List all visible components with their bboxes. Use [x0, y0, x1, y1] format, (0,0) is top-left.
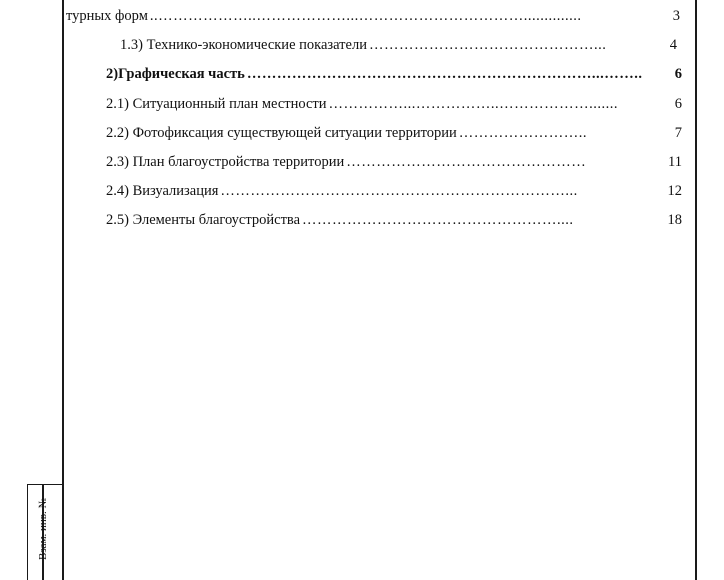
toc-entry-page: 12 [667, 183, 682, 199]
toc-entry-2-5 [106, 211, 682, 229]
toc-entry-label: 2.1) Ситуационный план местности [106, 96, 327, 112]
toc-entry-leader: ……………………………………………………………...…….. [246, 66, 643, 82]
toc-entry-leader: ………………………………………... [368, 37, 607, 53]
toc-entry-1-2-continued [66, 7, 680, 25]
side-stamp-block [27, 484, 62, 580]
toc-entry-label: 2)Графическая часть [106, 66, 245, 82]
frame-right-border [695, 0, 697, 580]
toc-entry-label: 2.5) Элементы благоустройства [106, 212, 301, 228]
toc-entry-label: 1.3) Технико-экономические показатели [120, 37, 367, 53]
toc-entry-page: 4 [669, 37, 677, 53]
toc-entry-page: 3 [672, 8, 680, 24]
stamp-label-replacement-inventory: Взам. инв. № [37, 498, 49, 560]
toc-entry-leader: …………………………………………….... [302, 212, 574, 228]
toc-entry-leader: ..………………..………………...…………………………….............. [149, 8, 582, 24]
toc-entry-2-4 [106, 182, 682, 200]
toc-entry-label: 2.3) План благоустройства территории [106, 154, 345, 170]
toc-entry-leader: …………………….. [458, 125, 588, 141]
toc-entry-leader: ……………...……………..………………....... [328, 96, 619, 112]
frame-left-border [62, 0, 64, 580]
toc-entry-leader: ………………………………………… [346, 154, 587, 170]
toc-entry-page: 6 [674, 66, 682, 82]
toc-entry-2 [106, 65, 682, 83]
toc-entry-label: 2.4) Визуализация [106, 183, 219, 199]
toc-entry-page: 7 [674, 125, 682, 141]
toc-entry-page: 11 [668, 154, 682, 170]
toc-entry-2-2 [106, 124, 682, 142]
toc-entry-1-3 [120, 36, 677, 54]
toc-entry-2-3 [106, 153, 682, 171]
toc-entry-2-1 [106, 95, 682, 113]
toc-entry-page: 18 [667, 212, 682, 228]
toc-entry-label: турных форм [66, 8, 148, 24]
toc-entry-label: 2.2) Фотофиксация существующей ситуации территории [106, 125, 457, 141]
toc-entry-leader: ……………………………………………………………... [220, 183, 578, 199]
toc-entry-page: 6 [674, 96, 682, 112]
